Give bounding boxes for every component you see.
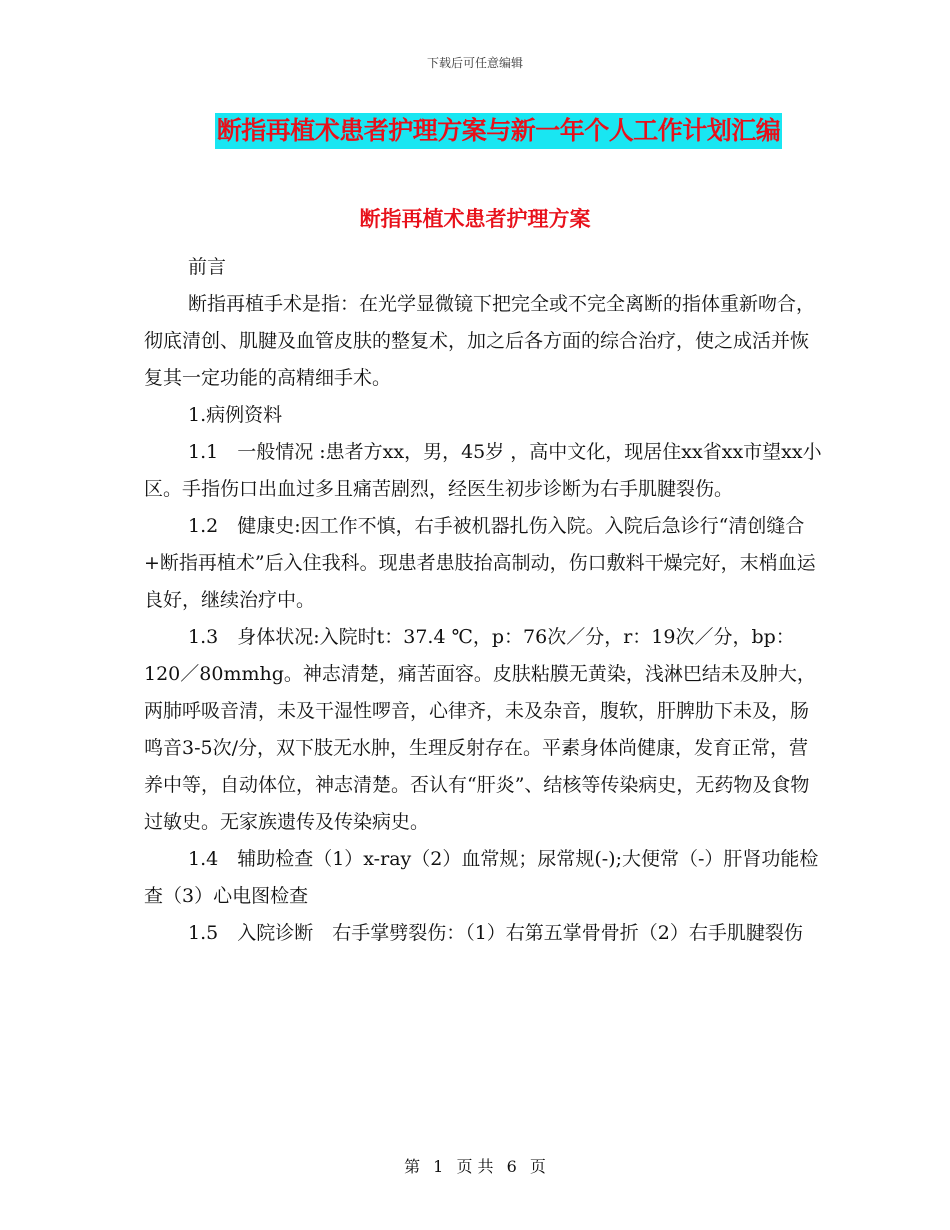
- footer-suffix: 页: [529, 1157, 546, 1176]
- paragraph-case-data: 1.病例资料: [188, 404, 283, 426]
- footer-total-pages: 6: [506, 1157, 517, 1176]
- paragraph-intro: 断指再植手术是指：在光学显微镜下把完全或不完全离断的指体重新吻合，彻底清创、肌腱及血管皮肤的整复术，加之后各方面的综合治疗，使之成活并恢复其一定功能的高精细手术。: [144, 293, 816, 389]
- section-title: 断指再植术患者护理方案: [359, 207, 591, 231]
- footer-prefix: 第: [404, 1157, 421, 1176]
- paragraph-diagnosis: 1.5 入院诊断 右手掌劈裂伤：（1）右第五掌骨骨折（2）右手肌腱裂伤: [188, 922, 803, 944]
- main-title-wrap: [0, 113, 950, 149]
- paragraph-condition: 1.3 身体状况:入院时t：37.4 ℃，p：76次／分，r：19次／分，bp：120／80mmhg。神志清楚，痛苦面容。皮肤粘膜无黄染，浅淋巴结未及肿大，两肺呼吸音清，未及干湿性啰音，心律齐，未及杂音，腹软，肝脾肋下未及，肠鸣音3-5次/分，双下肢无水肿，生理反射存在。平素身体尚健康，发育正常，营养中等，自动体位，神志清楚。否认有“肝炎”、结核等传染病史，无药物及食物过敏史。无家族遗传及传染病史。: [144, 626, 816, 833]
- document-body: [144, 249, 824, 952]
- page-footer: [0, 1154, 950, 1177]
- paragraph-general: 1.1 一般情况 :患者方xx，男，45岁 ，高中文化，现居住xx省xx市望xx小区。手指伤口出血过多且痛苦剧烈，经医生初步诊断为右手肌腱裂伤。: [144, 441, 822, 500]
- main-title: 断指再植术患者护理方案与新一年个人工作计划汇编: [215, 113, 783, 149]
- footer-middle: 页 共: [456, 1157, 494, 1176]
- footer-page-number: 1: [433, 1157, 444, 1176]
- paragraph-history: 1.2 健康史:因工作不慎，右手被机器扎伤入院。入院后急诊行“清创缝合+断指再植术”后入住我科。现患者患肢抬高制动，伤口敷料干燥完好，末梢血运良好，继续治疗中。: [144, 515, 816, 611]
- paragraph-exams: 1.4 辅助检查（1）x-ray（2）血常规；尿常规(-);大便常（-）肝肾功能检查（3）心电图检查: [144, 848, 819, 907]
- page-header: 下载后可任意编辑: [426, 56, 523, 70]
- paragraph-preface: 前言: [188, 256, 227, 278]
